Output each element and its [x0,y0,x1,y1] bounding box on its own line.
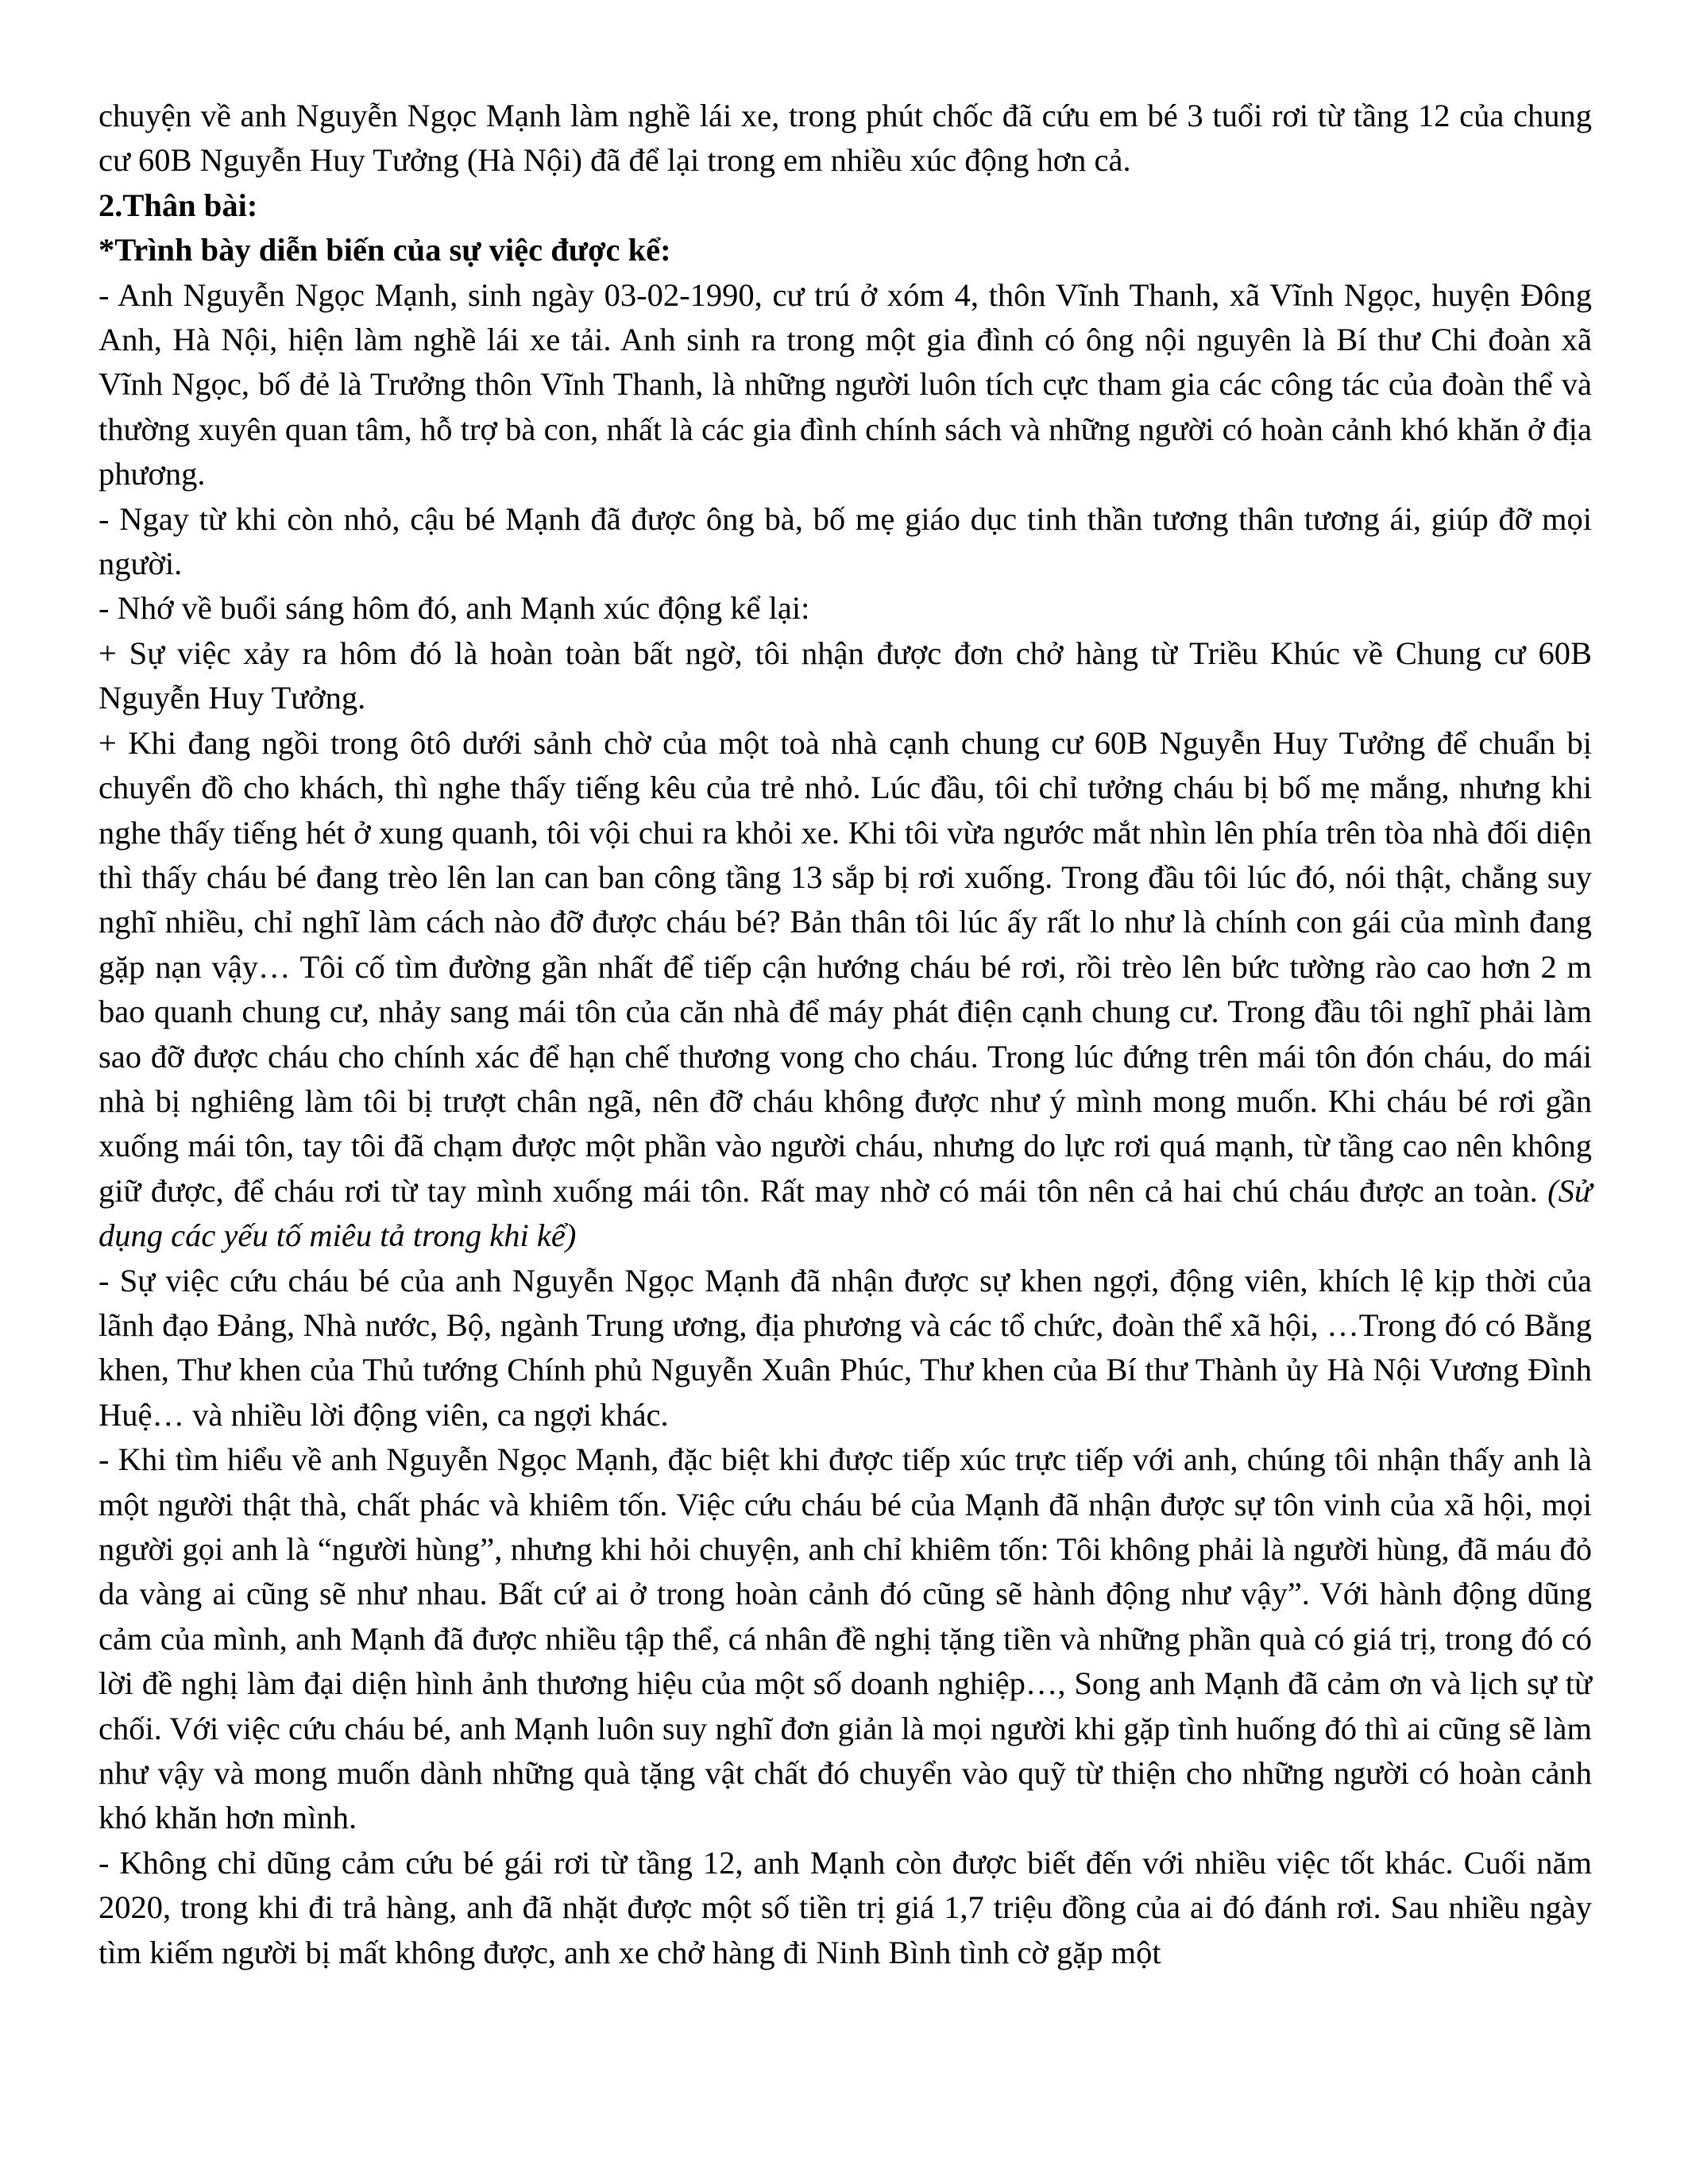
paragraph-delivery: + Sự việc xảy ra hôm đó là hoàn toàn bất ngờ, tôi nhận được đơn chở hàng từ Triều Khúc về Chung cư 60B Nguyễn Huy Tưởng. [98,635,1592,716]
rescue-note: (Sử dụng các yếu tố miêu tả trong khi kể) [98,1172,1592,1254]
paragraph-background: - Anh Nguyễn Ngọc Mạnh, sinh ngày 03-02-1990, cư trú ở xóm 4, thôn Vĩnh Thanh, xã Vĩnh Ngọc, huyện Đông Anh, Hà Nội, hiện làm nghề lái xe tải. Anh sinh ra trong một gia đình có ông nội nguyên là Bí thư Chi đoàn xã Vĩnh Ngọc, bố đẻ là Trưởng thôn Vĩnh Thanh, là những người luôn tích cực tham gia các công tác của đoàn thể và thường xuyên quan tâm, hỗ trợ bà con, nhất là các gia đình chính sách và những người có hoàn cảnh khó khăn ở địa phương. [98,276,1592,492]
paragraph-upbringing: - Ngay từ khi còn nhỏ, cậu bé Mạnh đã được ông bà, bố mẹ giáo dục tinh thần tương thân tương ái, giúp đỡ mọi người. [98,500,1592,582]
paragraph-rescue [98,721,1592,1259]
section-heading: 2.Thân bài: [98,187,258,223]
subsection-heading: *Trình bày diễn biến của sự việc được kể: [98,232,671,268]
paragraph-humility: - Khi tìm hiểu về anh Nguyễn Ngọc Mạnh, đặc biệt khi được tiếp xúc trực tiếp với anh, chúng tôi nhận thấy anh là một người thật thà, chất phác và khiêm tốn. Việc cứu cháu bé của Mạnh đã nhận được sự tôn vinh của xã hội, mọi người gọi anh là “người hùng”, nhưng khi hỏi chuyện, anh chỉ khiêm tốn: Tôi không phải là người hùng, đã máu đỏ da vàng ai cũng sẽ như nhau. Bất cứ ai ở trong hoàn cảnh đó cũng sẽ hành động như vậy”. Với hành động dũng cảm của mình, anh Mạnh đã được nhiều tập thể, cá nhân đề nghị tặng tiền và những phần quà có giá trị, trong đó có lời đề nghị làm đại diện hình ảnh thương hiệu của một số doanh nghiệp…, Song anh Mạnh đã cảm ơn và lịch sự từ chối. Với việc cứu cháu bé, anh Mạnh luôn suy nghĩ đơn giản là mọi người khi gặp tình huống đó thì ai cũng sẽ làm như vậy và mong muốn dành những quà tặng vật chất đó chuyển vào quỹ từ thiện cho những người có hoàn cảnh khó khăn hơn mình. [98,1441,1592,1836]
rescue-text: + Khi đang ngồi trong ôtô dưới sảnh chờ của một toà nhà cạnh chung cư 60B Nguyễn Huy Tưởng để chuẩn bị chuyển đồ cho khách, thì nghe thấy tiếng kêu của trẻ nhỏ. Lúc đầu, tôi chỉ tưởng cháu bị bố mẹ mắng, nhưng khi nghe thấy tiếng hét ở xung quanh, tôi vội chui ra khỏi xe. Khi tôi vừa ngước mắt nhìn lên phía trên tòa nhà đối diện thì thấy cháu bé đang trèo lên lan can ban công tầng 13 sắp bị rơi xuống. Trong đầu tôi lúc đó, nói thật, chẳng suy nghĩ nhiều, chỉ nghĩ làm cách nào đỡ được cháu bé? Bản thân tôi lúc ấy rất lo như là chính con gái của mình đang gặp nạn vậy… Tôi cố tìm đường gần nhất để tiếp cận hướng cháu bé rơi, rồi trèo lên bức tường rào cao hơn 2 m bao quanh chung cư, nhảy sang mái tôn của căn nhà để máy phát điện cạnh chung cư. Trong đầu tôi nghĩ phải làm sao đỡ được cháu cho chính xác để hạn chế thương vong cho cháu. Trong lúc đứng trên mái tôn đón cháu, do mái nhà bị nghiêng làm tôi bị trượt chân ngã, nên đỡ cháu không được như ý mình mong muốn. Khi cháu bé rơi gần xuống mái tôn, tay tôi đã chạm được một phần vào người cháu, nhưng do lực rơi quá mạnh, từ tầng cao nên không giữ được, để cháu rơi từ tay mình xuống mái tôn. Rất may nhờ có mái tôn nên cả hai chú cháu được an toàn. [98,724,1592,1209]
intro-paragraph: chuyện về anh Nguyễn Ngọc Mạnh làm nghề lái xe, trong phút chốc đã cứu em bé 3 tuổi rơi từ tầng 12 của chung cư 60B Nguyễn Huy Tưởng (Hà Nội) đã để lại trong em nhiều xúc động hơn cả. [98,98,1592,179]
paragraph-recollection: - Nhớ về buổi sáng hôm đó, anh Mạnh xúc động kể lại: [98,590,810,627]
paragraph-praise: - Sự việc cứu cháu bé của anh Nguyễn Ngọc Mạnh đã nhận được sự khen ngợi, động viên, khích lệ kịp thời của lãnh đạo Đảng, Nhà nước, Bộ, ngành Trung ương, địa phương và các tổ chức, đoàn thể xã hội, …Trong đó có Bằng khen, Thư khen của Thủ tướng Chính phủ Nguyễn Xuân Phúc, Thư khen của Bí thư Thành ủy Hà Nội Vương Đình Huệ… và nhiều lời động viên, ca ngợi khác. [98,1262,1592,1433]
document-page [98,94,1592,1975]
paragraph-other-deeds: - Không chỉ dũng cảm cứu bé gái rơi từ tầng 12, anh Mạnh còn được biết đến với nhiều việc tốt khác. Cuối năm 2020, trong khi đi trả hàng, anh đã nhặt được một số tiền trị giá 1,7 triệu đồng của ai đó đánh rơi. Sau nhiều ngày tìm kiếm người bị mất không được, anh xe chở hàng đi Ninh Bình tình cờ gặp một [98,1844,1592,1970]
